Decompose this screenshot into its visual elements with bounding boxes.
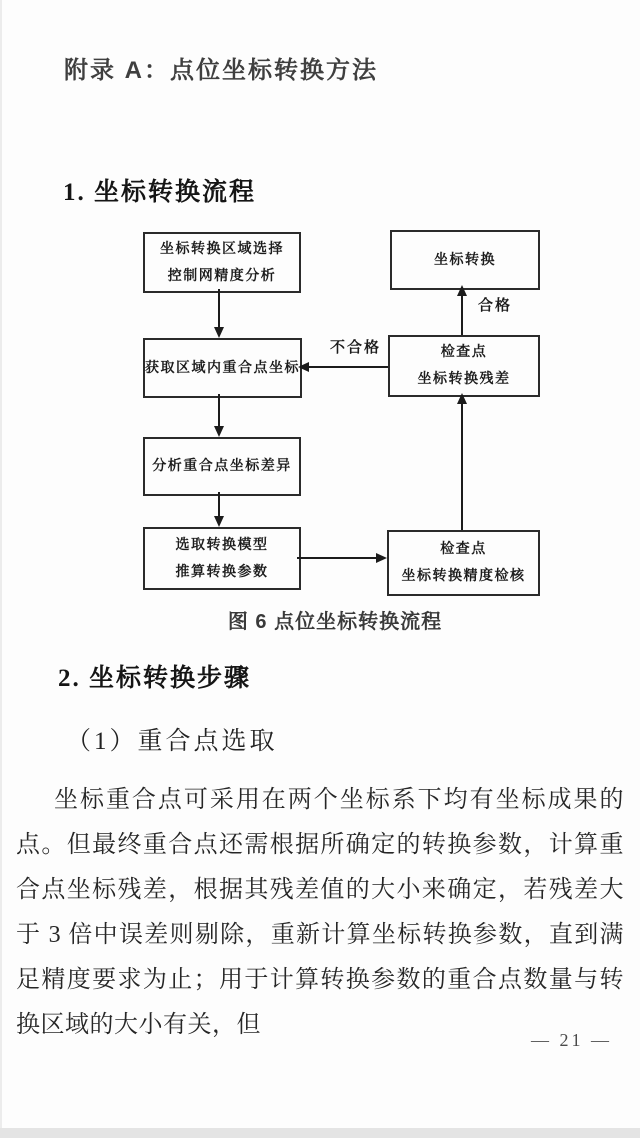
flowchart-box-region-select — [143, 232, 301, 293]
flowchart-box-check-residual-line1: 检查点 — [440, 345, 488, 360]
arrow-accuracy-to-residual-line — [461, 404, 463, 530]
arrow-region-to-getpoints-line — [218, 289, 220, 329]
arrow-getpoints-to-analyze-line — [218, 394, 220, 428]
section-2-paragraph: 坐标重合点可采用在两个坐标系下均有坐标成果的点。但最终重合点还需根据所确定的转换参数，计算重合点坐标残差，根据其残差值的大小来确定，若残差大于 3 倍中误差则剔除，重新计算坐标转换参数，直到满足精度要求为止；用于计算转换参数的重合点数量与转换区域的大小有关，但 — [16, 787, 624, 1038]
flowchart-box-analyze-diff-line1: 分析重合点坐标差异 — [152, 459, 292, 474]
arrow-region-to-getpoints-head — [214, 327, 224, 338]
section-1-heading: 1. 坐标转换流程 — [63, 179, 257, 206]
flowchart-fail-label: 不合格 — [328, 336, 383, 357]
arrow-analyze-to-model-line — [218, 492, 220, 518]
arrow-residual-to-transform-head — [457, 285, 467, 296]
arrow-residual-to-getpoints-head — [298, 362, 309, 372]
flowchart-box-select-model-line1: 选取转换模型 — [175, 537, 269, 553]
flowchart-box-check-residual-line2: 坐标转换残差 — [417, 372, 511, 387]
arrow-residual-to-getpoints-line — [308, 366, 388, 368]
arrow-getpoints-to-analyze-head — [214, 426, 224, 437]
flowchart-box-transform-line1: 坐标转换 — [434, 252, 496, 268]
flowchart-box-check-accuracy — [387, 530, 540, 596]
flowchart-box-select-model-line2: 推算转换参数 — [175, 564, 269, 580]
flowchart-box-check-accuracy-line2: 坐标转换精度检核 — [401, 569, 526, 584]
section-2-heading: 2. 坐标转换步骤 — [58, 665, 252, 692]
arrow-accuracy-to-residual-head — [457, 393, 467, 404]
section-2-subheading: （1）重合点选取 — [66, 728, 278, 755]
arrow-model-to-accuracy-line — [297, 557, 377, 559]
flowchart-box-check-accuracy-line1: 检查点 — [440, 542, 487, 557]
flowchart-box-region-select-line1: 坐标转换区域选择 — [160, 241, 284, 257]
appendix-title: 附录 A：点位坐标转换方法 — [64, 57, 378, 84]
flowchart-box-select-model — [143, 527, 301, 590]
page-bottom-bar — [0, 1128, 640, 1138]
arrow-analyze-to-model-head — [214, 516, 224, 527]
flowchart-box-region-select-line2: 控制网精度分析 — [167, 268, 277, 284]
arrow-residual-to-transform-line — [461, 296, 463, 335]
flowchart-box-get-points-line1: 获取区域内重合点坐标 — [145, 360, 300, 376]
flowchart-box-check-residual — [388, 335, 540, 397]
page-number: — 21 — — [531, 1030, 612, 1050]
flowchart-box-get-points — [143, 338, 302, 398]
figure-caption: 图 6 点位坐标转换流程 — [227, 611, 443, 633]
flowchart-box-transform — [390, 230, 540, 290]
flowchart-box-analyze-diff — [143, 437, 301, 496]
flowchart-pass-label: 合格 — [476, 294, 514, 315]
arrow-model-to-accuracy-head — [376, 553, 387, 563]
